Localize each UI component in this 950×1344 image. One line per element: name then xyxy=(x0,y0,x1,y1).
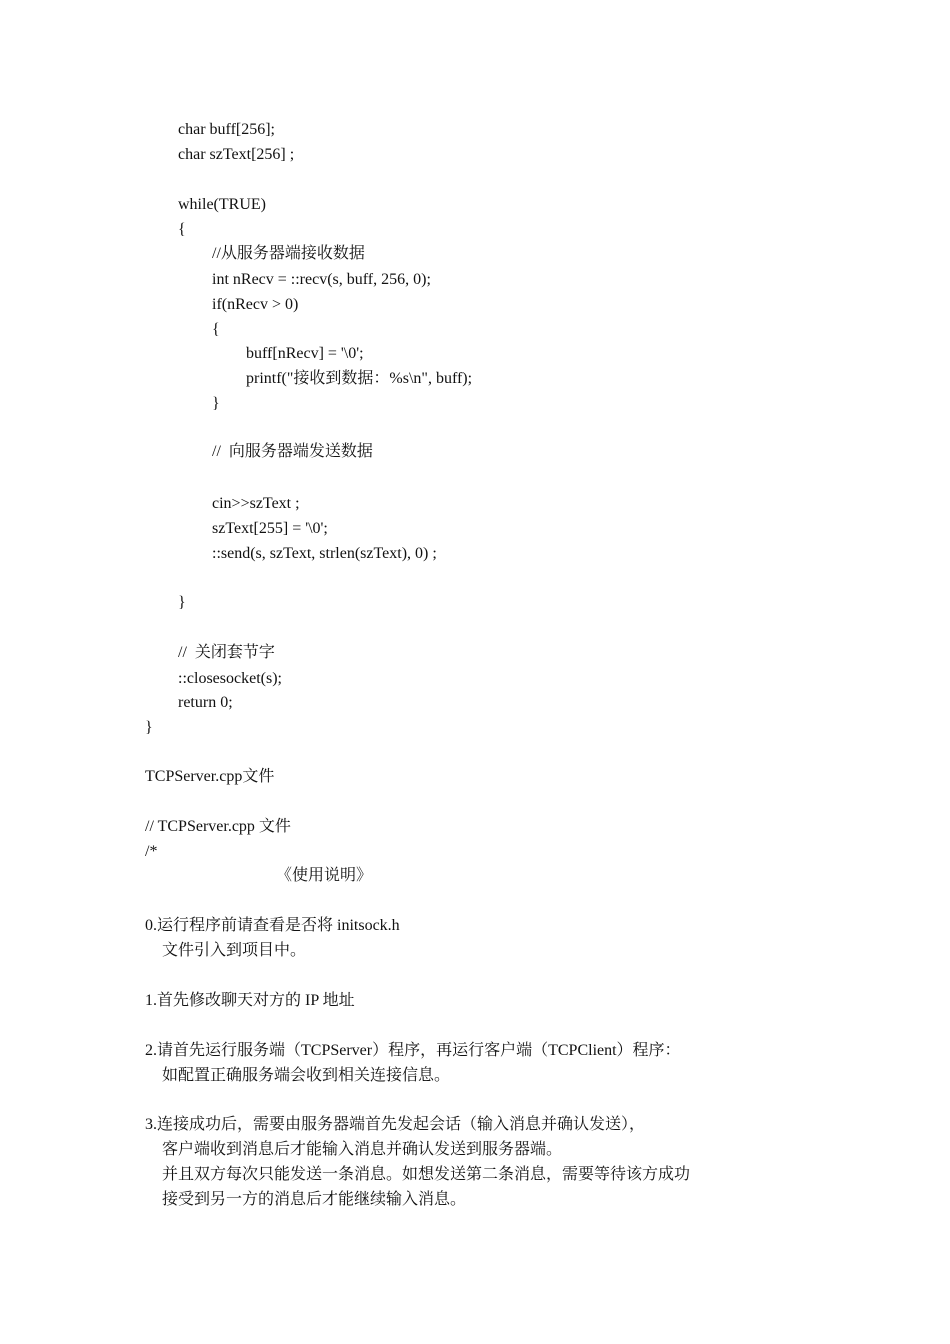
code-line: ::closesocket(s); xyxy=(178,670,282,687)
instruction-line: 客户端收到消息后才能输入消息并确认发送到服务器端。 xyxy=(162,1141,563,1158)
code-line: char buff[256]; xyxy=(178,121,275,138)
code-line: } xyxy=(145,719,153,736)
code-line: szText[255] = '\0'; xyxy=(212,520,328,537)
code-line: //从服务器端接收数据 xyxy=(212,245,365,262)
code-line: buff[nRecv] = '\0'; xyxy=(246,345,364,362)
code-line: char szText[256] ; xyxy=(178,146,295,163)
instruction-line: 2.请首先运行服务端（TCPServer）程序，再运行客户端（TCPClient）程序： xyxy=(145,1042,681,1059)
code-line: cin>>szText ; xyxy=(212,495,300,512)
code-line: { xyxy=(212,321,220,338)
code-line: // 向服务器端发送数据 xyxy=(212,443,373,460)
code-line: } xyxy=(178,594,186,611)
instruction-line: 0.运行程序前请查看是否将 initsock.h xyxy=(145,917,400,934)
code-line: if(nRecv > 0) xyxy=(212,296,299,313)
server-comment: // TCPServer.cpp 文件 xyxy=(145,818,291,835)
comment-open: /* xyxy=(145,843,158,860)
instruction-line: 如配置正确服务端会收到相关连接信息。 xyxy=(162,1067,451,1084)
code-line: { xyxy=(178,221,186,238)
instruction-line: 文件引入到项目中。 xyxy=(162,942,307,959)
instruction-line: 3.连接成功后，需要由服务器端首先发起会话（输入消息并确认发送）， xyxy=(145,1116,646,1133)
instruction-line: 并且双方每次只能发送一条消息。如想发送第二条消息，需要等待该方成功 xyxy=(162,1166,691,1183)
instruction-line: 接受到另一方的消息后才能继续输入消息。 xyxy=(162,1191,467,1208)
instruction-line: 1.首先修改聊天对方的 IP 地址 xyxy=(145,992,355,1009)
code-line: // 关闭套节字 xyxy=(178,644,275,661)
code-line: } xyxy=(212,395,220,412)
code-line: printf("接收到数据：%s\n", buff); xyxy=(246,370,473,387)
code-line: while(TRUE) xyxy=(178,196,266,213)
code-line: ::send(s, szText, strlen(szText), 0) ; xyxy=(212,545,437,562)
code-line: int nRecv = ::recv(s, buff, 256, 0); xyxy=(212,271,431,288)
section-title: TCPServer.cpp文件 xyxy=(145,768,275,785)
usage-title: 《使用说明》 xyxy=(276,867,373,884)
code-line: return 0; xyxy=(178,694,233,711)
